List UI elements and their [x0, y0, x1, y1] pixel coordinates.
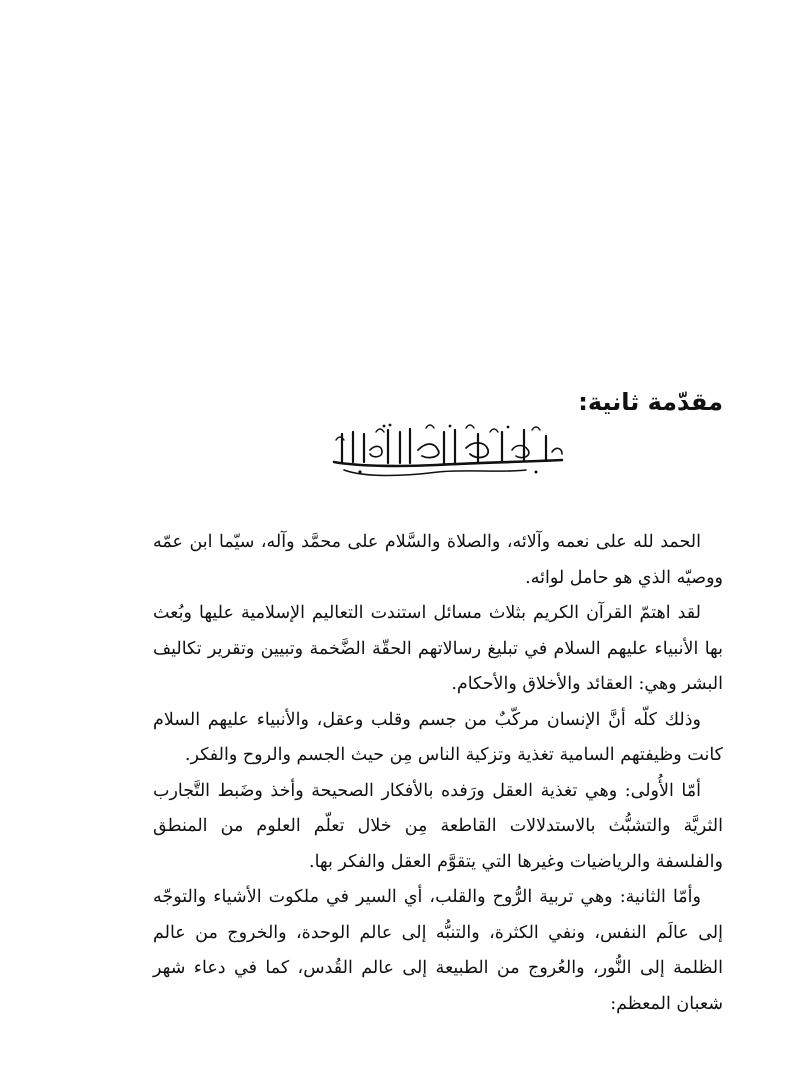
- paragraph: وذلك كلّه أنَّ الإنسان مركّبٌ من جسم وقلب وعقل، والأنبياء عليهم السلام كانت وظيفتهم السامية تغذية وتزكية الناس مِن حيث الجسم والروح والفكر.: [153, 709, 723, 765]
- paragraph: وأمّا الثانية: وهي تربية الرُّوح والقلب، أي السير في ملكوت الأشياء والتوجّه إلى عالَم النفس، ونفي الكثرة، والتنبُّه إلى عالم الوحدة، والخروج من عالم الظلمة إلى النُّور، والعُروج من الطبيعة إلى عالم القُدس، كما في دعاء شهر شعبان المعظم:: [153, 887, 723, 1014]
- paragraph: أمّا الأُولى: وهي تغذية العقل ورَفده بالأفكار الصحيحة وأخذ وضَبط التَّجارب الثريَّة والتشبُّث بالاستدلالات القاطعة مِن خلال تعلّم العلوم من المنطق والفلسفة والرياضيات وغيرها التي يتقوَّم العقل والفكر بها.: [153, 780, 723, 872]
- body-text: [153, 525, 723, 1022]
- paragraph: لقد اهتمّ القرآن الكريم بثلاث مسائل استندت التعاليم الإسلامية عليها وبُعث بها الأنبياء عليهم السلام في تبليغ رسالاتهم الحقّة الضَّخمة وتبيين وتقرير تكاليف البشر وهي: العقائد والأخلاق والأحكام.: [153, 603, 723, 694]
- basmala-calligraphy: [326, 420, 568, 480]
- basmala-text: بِسْمِ اللهِ الرَّحْمنِ الرَّحِيمِ: [447, 478, 458, 479]
- section-heading: مقدّمة ثانية:: [578, 388, 723, 416]
- paragraph: الحمد لله على نعمه وآلائه، والصلاة والسَّلام على محمَّد وآله، سيّما ابن عمّه ووصيّه الذي هو حامل لوائه.: [153, 532, 723, 588]
